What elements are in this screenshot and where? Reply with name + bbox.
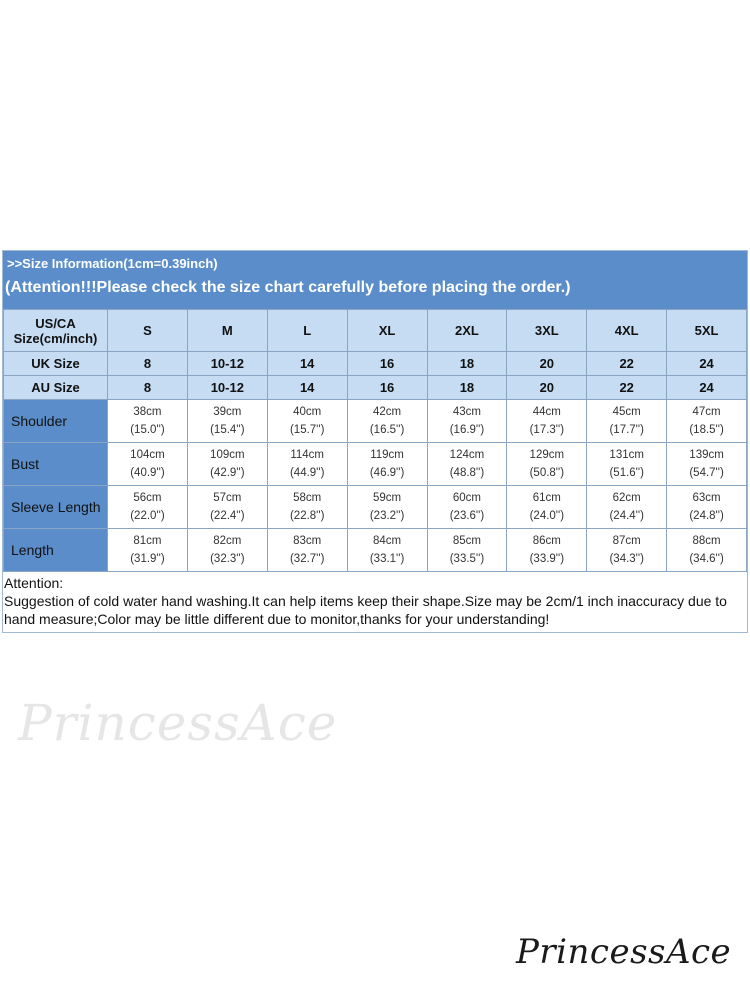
measure-inch: (46.9'') bbox=[369, 467, 405, 479]
measure-cm: 84cm bbox=[373, 535, 402, 547]
size-header-cell: S bbox=[108, 310, 188, 352]
measure-inch: (42.9'') bbox=[210, 467, 245, 479]
size-header-cell: L bbox=[267, 310, 347, 352]
measure-cell bbox=[187, 529, 267, 572]
measure-inch: (17.7'') bbox=[609, 424, 644, 436]
measure-cm: 87cm bbox=[612, 535, 641, 547]
au-size-label: AU Size bbox=[4, 376, 108, 400]
measure-cm: 42cm bbox=[373, 406, 402, 418]
measure-cell bbox=[667, 529, 747, 572]
measure-cell bbox=[427, 443, 507, 486]
au-size-cell: 14 bbox=[267, 376, 347, 400]
measure-cm: 38cm bbox=[133, 406, 162, 418]
measure-cell bbox=[587, 443, 667, 486]
measure-label: Length bbox=[4, 529, 108, 572]
measure-inch: (32.7'') bbox=[289, 553, 325, 565]
au-size-cell: 22 bbox=[587, 376, 667, 400]
measure-cm: 45cm bbox=[612, 406, 641, 418]
measure-cell bbox=[267, 486, 347, 529]
measure-cell bbox=[187, 400, 267, 443]
size-header-cell: 3XL bbox=[507, 310, 587, 352]
size-table-body bbox=[4, 310, 747, 572]
measure-cm: 119cm bbox=[370, 449, 404, 461]
size-info-title: >>Size Information(1cm=0.39inch) bbox=[7, 256, 218, 271]
size-header-cell: 5XL bbox=[667, 310, 747, 352]
measure-cm: 47cm bbox=[692, 406, 721, 418]
uk-size-cell: 16 bbox=[347, 352, 427, 376]
table-header-row bbox=[4, 310, 747, 352]
measure-inch: (24.8'') bbox=[689, 510, 724, 522]
measure-cell bbox=[587, 400, 667, 443]
au-size-cell: 16 bbox=[347, 376, 427, 400]
measure-inch: (32.3'') bbox=[210, 553, 245, 565]
uk-size-cell: 8 bbox=[108, 352, 188, 376]
measure-cm: 57cm bbox=[213, 492, 242, 504]
measure-cm: 104cm bbox=[130, 449, 165, 461]
measure-cm: 39cm bbox=[213, 406, 242, 418]
measure-cell bbox=[187, 443, 267, 486]
measure-inch: (33.1'') bbox=[369, 553, 405, 565]
au-size-cell: 18 bbox=[427, 376, 507, 400]
measure-cm: 61cm bbox=[532, 492, 561, 504]
measure-cell bbox=[108, 400, 188, 443]
watermark-logo: PrincessAce bbox=[18, 694, 338, 752]
size-chart bbox=[2, 250, 748, 633]
au-size-cell: 20 bbox=[507, 376, 587, 400]
measure-cm: 124cm bbox=[449, 449, 485, 461]
size-table bbox=[3, 309, 747, 572]
measure-cell bbox=[427, 529, 507, 572]
measure-inch: (48.8'') bbox=[449, 467, 485, 479]
measure-inch: (18.5'') bbox=[689, 424, 724, 436]
measure-cell bbox=[667, 486, 747, 529]
measure-cell bbox=[347, 529, 427, 572]
measure-cell bbox=[347, 400, 427, 443]
uk-size-cell: 18 bbox=[427, 352, 507, 376]
table-row bbox=[4, 486, 747, 529]
measure-cm: 85cm bbox=[452, 535, 481, 547]
measure-cm: 129cm bbox=[529, 449, 565, 461]
measure-inch: (44.9'') bbox=[289, 467, 325, 479]
size-header-cell: M bbox=[187, 310, 267, 352]
table-row bbox=[4, 400, 747, 443]
measure-inch: (24.4'') bbox=[609, 510, 644, 522]
measure-inch: (33.9'') bbox=[529, 553, 565, 565]
measure-cm: 62cm bbox=[612, 492, 641, 504]
measure-cm: 139cm bbox=[689, 449, 724, 461]
measure-inch: (40.9'') bbox=[130, 467, 165, 479]
measure-cell bbox=[587, 529, 667, 572]
measure-inch: (15.0'') bbox=[130, 424, 165, 436]
measure-cm: 60cm bbox=[452, 492, 481, 504]
measure-cell bbox=[427, 400, 507, 443]
measure-inch: (34.6'') bbox=[689, 553, 724, 565]
measure-inch: (33.5'') bbox=[449, 553, 485, 565]
measure-cell bbox=[108, 529, 188, 572]
measure-cell bbox=[347, 443, 427, 486]
notes-body: Suggestion of cold water hand washing.It can help items keep their shape.Size may be 2cm/1 inch inaccuracy due to hand measure;Color may be little different due to monitor,thanks for your understanding! bbox=[4, 593, 727, 627]
measure-inch: (16.5'') bbox=[369, 424, 405, 436]
measure-cm: 59cm bbox=[373, 492, 402, 504]
measure-cell bbox=[108, 443, 188, 486]
uk-size-cell: 14 bbox=[267, 352, 347, 376]
measure-cell bbox=[187, 486, 267, 529]
measure-cm: 44cm bbox=[532, 406, 561, 418]
table-row bbox=[4, 529, 747, 572]
size-header-cell: 4XL bbox=[587, 310, 667, 352]
size-header-cell: 2XL bbox=[427, 310, 507, 352]
attention-heading: (Attention!!!Please check the size chart carefully before placing the order.) bbox=[5, 279, 571, 296]
measure-cm: 63cm bbox=[692, 492, 721, 504]
measure-inch: (54.7'') bbox=[689, 467, 724, 479]
measure-cm: 131cm bbox=[609, 449, 644, 461]
measure-inch: (23.2'') bbox=[369, 510, 405, 522]
care-notes bbox=[3, 572, 747, 632]
au-size-cell: 10-12 bbox=[187, 376, 267, 400]
header-label-cell: US/CA Size(cm/inch) bbox=[4, 310, 108, 352]
uk-size-cell: 22 bbox=[587, 352, 667, 376]
measure-cell bbox=[108, 486, 188, 529]
measure-inch: (22.4'') bbox=[210, 510, 245, 522]
uk-size-cell: 24 bbox=[667, 352, 747, 376]
measure-cm: 81cm bbox=[133, 535, 162, 547]
au-size-row bbox=[4, 376, 747, 400]
measure-label: Bust bbox=[4, 443, 108, 486]
measure-cm: 86cm bbox=[532, 535, 561, 547]
measure-inch: (24.0'') bbox=[529, 510, 565, 522]
measure-inch: (15.7'') bbox=[289, 424, 325, 436]
measure-inch: (50.8'') bbox=[529, 467, 565, 479]
measure-cell bbox=[267, 443, 347, 486]
measure-cm: 83cm bbox=[293, 535, 322, 547]
measure-cell bbox=[667, 443, 747, 486]
uk-size-row bbox=[4, 352, 747, 376]
measure-cell bbox=[427, 486, 507, 529]
measure-inch: (34.3'') bbox=[609, 553, 644, 565]
size-info-banner bbox=[3, 251, 747, 309]
brand-logo: PrincessAce bbox=[516, 932, 732, 972]
au-size-cell: 24 bbox=[667, 376, 747, 400]
measure-cell bbox=[507, 443, 587, 486]
measure-cm: 109cm bbox=[210, 449, 245, 461]
measure-cm: 43cm bbox=[452, 406, 481, 418]
size-header-cell: XL bbox=[347, 310, 427, 352]
table-row bbox=[4, 443, 747, 486]
measure-cell bbox=[667, 400, 747, 443]
measure-cell bbox=[507, 486, 587, 529]
measure-inch: (23.6'') bbox=[449, 510, 485, 522]
measure-cm: 82cm bbox=[213, 535, 242, 547]
uk-size-cell: 10-12 bbox=[187, 352, 267, 376]
measure-inch: (22.8'') bbox=[289, 510, 325, 522]
uk-size-label: UK Size bbox=[4, 352, 108, 376]
measure-inch: (22.0'') bbox=[130, 510, 165, 522]
au-size-cell: 8 bbox=[108, 376, 188, 400]
measure-label: Sleeve Length bbox=[4, 486, 108, 529]
measure-inch: (51.6'') bbox=[609, 467, 644, 479]
measure-inch: (15.4'') bbox=[210, 424, 245, 436]
uk-size-cell: 20 bbox=[507, 352, 587, 376]
measure-cell bbox=[507, 529, 587, 572]
measure-cm: 40cm bbox=[293, 406, 322, 418]
measure-cell bbox=[507, 400, 587, 443]
notes-title: Attention: bbox=[4, 575, 64, 591]
measure-cell bbox=[267, 400, 347, 443]
measure-inch: (31.9'') bbox=[130, 553, 165, 565]
measure-cell bbox=[347, 486, 427, 529]
measure-cm: 56cm bbox=[133, 492, 162, 504]
measure-cm: 114cm bbox=[290, 449, 325, 461]
measure-cm: 58cm bbox=[293, 492, 322, 504]
measure-inch: (16.9'') bbox=[449, 424, 485, 436]
measure-cm: 88cm bbox=[692, 535, 721, 547]
measure-inch: (17.3'') bbox=[529, 424, 565, 436]
measure-cell bbox=[267, 529, 347, 572]
measure-cell bbox=[587, 486, 667, 529]
measure-label: Shoulder bbox=[4, 400, 108, 443]
